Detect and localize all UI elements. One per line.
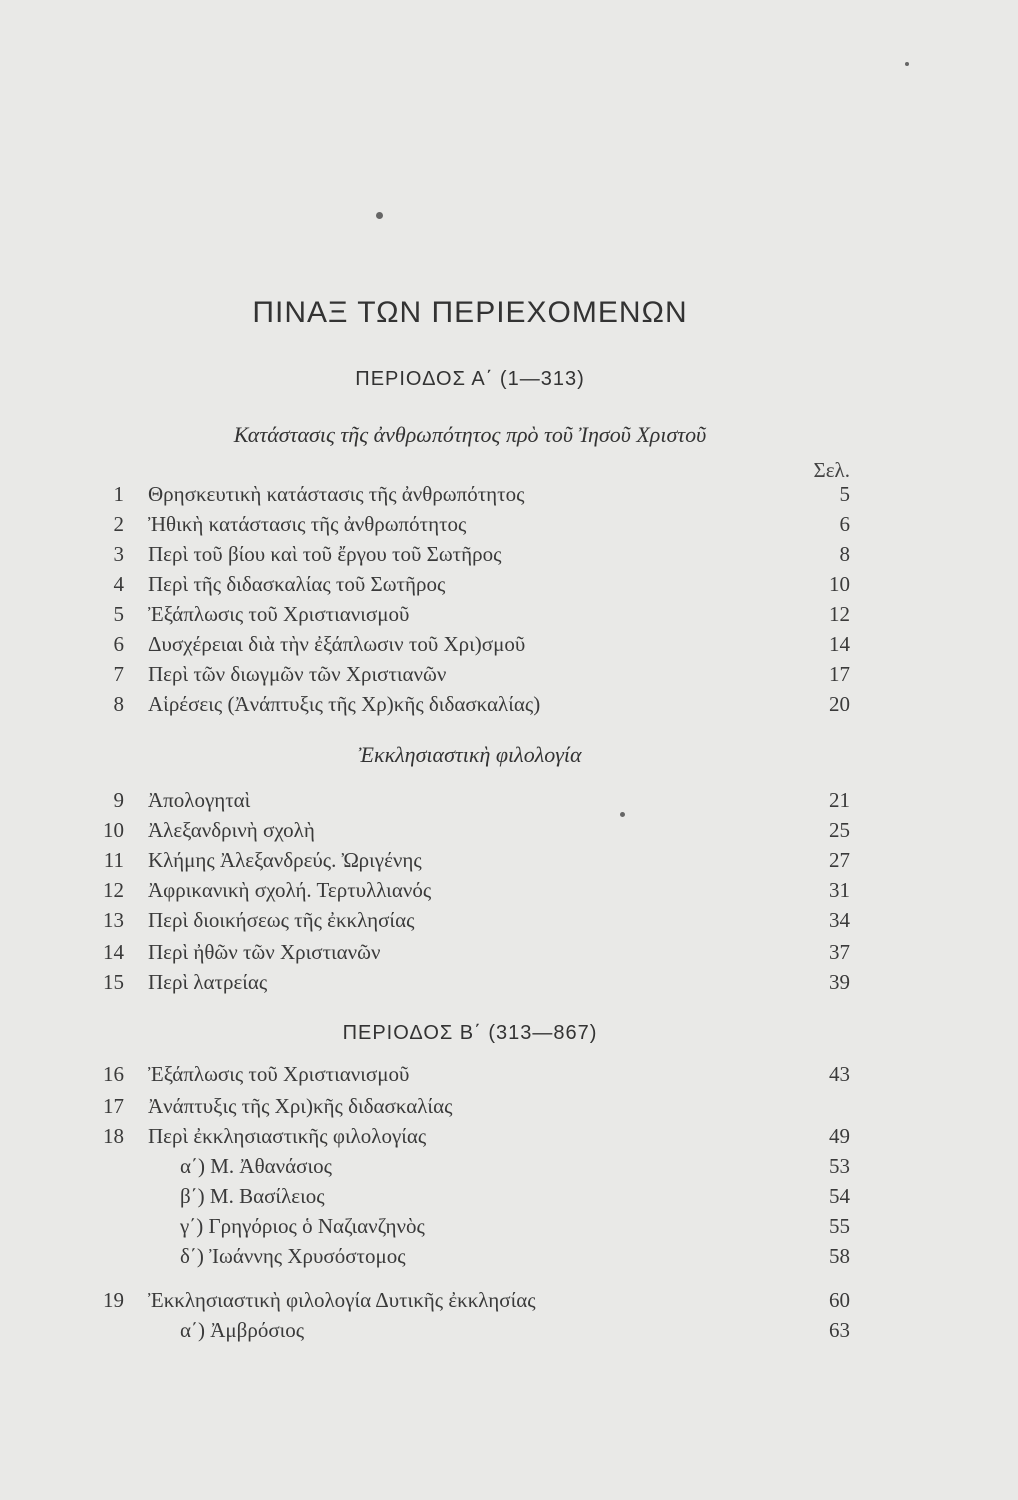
entry-number: 12	[103, 878, 124, 902]
entry-number: 16	[103, 1062, 124, 1086]
toc-entry	[0, 1288, 1018, 1318]
toc-entry	[0, 940, 1018, 970]
entry-title: δ΄) Ἰωάννης Χρυσόστομος	[180, 1244, 406, 1268]
toc-subentry	[0, 1318, 1018, 1348]
entry-page: 55	[829, 1214, 850, 1238]
entry-title: Περὶ τῆς διδασκαλίας τοῦ Σωτῆρος	[148, 572, 446, 596]
section-heading-1: Κατάστασις τῆς ἀνθρωπότητος πρὸ τοῦ Ἰησοῦ Χριστοῦ	[233, 422, 707, 447]
toc-entry	[0, 482, 1018, 512]
toc-entry	[0, 908, 1018, 938]
entry-page: 60	[829, 1288, 850, 1312]
entry-number: 8	[113, 692, 124, 716]
entry-number: 11	[103, 848, 124, 872]
entry-page: 53	[829, 1154, 850, 1178]
entry-title: Θρησκευτικὴ κατάστασις τῆς ἀνθρωπότητος	[148, 482, 525, 506]
entry-number: 5	[113, 602, 124, 626]
entry-title: Περὶ διοικήσεως τῆς ἐκκλησίας	[148, 908, 415, 932]
entry-title: Περὶ τῶν διωγμῶν τῶν Χριστιανῶν	[148, 662, 447, 686]
entry-page: 54	[829, 1184, 850, 1208]
entry-page: 31	[829, 878, 850, 902]
entry-page: 43	[829, 1062, 850, 1086]
section-heading-2: Ἐκκλησιαστικὴ φιλολογία	[358, 742, 582, 767]
toc-subentry	[0, 1244, 1018, 1274]
toc-entry	[0, 1062, 1018, 1092]
scan-speck	[620, 812, 625, 817]
entry-page: 63	[829, 1318, 850, 1342]
toc-entry	[0, 632, 1018, 662]
entry-number: 15	[103, 970, 124, 994]
period-a-heading: ΠΕΡΙΟΔΟΣ Α΄ (1—313)	[355, 368, 585, 390]
entry-number: 13	[103, 908, 124, 932]
entry-title: Περὶ ἐκκλησιαστικῆς φιλολογίας	[148, 1124, 427, 1148]
entry-page: 20	[829, 692, 850, 716]
scan-speck	[376, 212, 383, 219]
entry-title: α΄) Ἀμβρόσιος	[180, 1318, 305, 1342]
entry-title: Περὶ ἠθῶν τῶν Χριστιανῶν	[148, 940, 381, 964]
entry-number: 18	[103, 1124, 124, 1148]
entry-title: β΄) Μ. Βασίλειος	[180, 1184, 325, 1208]
entry-page: 49	[829, 1124, 850, 1148]
entry-title: γ΄) Γρηγόριος ὁ Ναζιανζηνὸς	[180, 1214, 425, 1238]
entry-page: 37	[829, 940, 850, 964]
entry-number: 6	[113, 632, 124, 656]
toc-entry	[0, 970, 1018, 1000]
entry-page: 27	[829, 848, 850, 872]
entry-number: 3	[113, 542, 124, 566]
entry-page: 6	[839, 512, 850, 536]
entry-number: 9	[113, 788, 124, 812]
scan-speck	[905, 62, 909, 66]
entry-title: Αἱρέσεις (Ἀνάπτυξις τῆς Χρ)κῆς διδασκαλίας)	[148, 692, 541, 716]
toc-entry	[0, 542, 1018, 572]
entry-title: α΄) Μ. Ἀθανάσιος	[180, 1154, 332, 1178]
entry-title: Κλήμης Ἀλεξανδρεύς. Ὠριγένης	[148, 848, 422, 872]
toc-entry	[0, 878, 1018, 908]
entry-number: 14	[103, 940, 124, 964]
entry-page: 34	[829, 908, 850, 932]
entry-page: 39	[829, 970, 850, 994]
entry-page: 14	[829, 632, 850, 656]
toc-entry	[0, 602, 1018, 632]
toc-entry	[0, 788, 1018, 818]
toc-entry	[0, 848, 1018, 878]
entry-number: 2	[113, 512, 124, 536]
entry-number: 19	[103, 1288, 124, 1312]
entry-number: 1	[113, 482, 124, 506]
entry-title: Ἐξάπλωσις τοῦ Χριστιανισμοῦ	[148, 1062, 410, 1086]
entry-number: 10	[103, 818, 124, 842]
page-column-header: Σελ.	[813, 458, 850, 482]
entry-title: Περὶ λατρείας	[148, 970, 268, 994]
entry-page: 58	[829, 1244, 850, 1268]
entry-page: 5	[839, 482, 850, 506]
toc-entry	[0, 662, 1018, 692]
period-b-heading: ΠΕΡΙΟΔΟΣ Β΄ (313—867)	[342, 1022, 598, 1044]
toc-entry	[0, 818, 1018, 848]
entry-page: 8	[839, 542, 850, 566]
entry-page: 21	[829, 788, 850, 812]
toc-subentry	[0, 1214, 1018, 1244]
toc-subentry	[0, 1184, 1018, 1214]
entry-title: Ἀφρικανικὴ σχολή. Τερτυλλιανός	[148, 878, 432, 902]
entry-title: Περὶ τοῦ βίου καὶ τοῦ ἔργου τοῦ Σωτῆρος	[148, 542, 502, 566]
toc-entry	[0, 692, 1018, 722]
entry-title: Ἐκκλησιαστικὴ φιλολογία Δυτικῆς ἐκκλησίας	[148, 1288, 536, 1312]
entry-title: Ἠθικὴ κατάστασις τῆς ἀνθρωπότητος	[148, 512, 467, 536]
toc-entry	[0, 572, 1018, 602]
toc-entry	[0, 512, 1018, 542]
page-title: ΠΙΝΑΞ ΤΩΝ ΠΕΡΙΕΧΟΜΕΝΩΝ	[252, 296, 688, 329]
entry-page: 17	[829, 662, 850, 686]
entry-title: Ἀλεξανδρινὴ σχολὴ	[148, 818, 315, 842]
entry-page: 12	[829, 602, 850, 626]
entry-number: 17	[103, 1094, 124, 1118]
entry-page: 10	[829, 572, 850, 596]
entry-title: Ἀπολογηταὶ	[148, 788, 251, 812]
toc-entry	[0, 1124, 1018, 1154]
entry-title: Ἀνάπτυξις τῆς Χρι)κῆς διδασκαλίας	[148, 1094, 453, 1118]
entry-title: Δυσχέρειαι διὰ τὴν ἐξάπλωσιν τοῦ Χρι)σμοῦ	[148, 632, 526, 656]
entry-title: Ἐξάπλωσις τοῦ Χριστιανισμοῦ	[148, 602, 410, 626]
entry-page: 25	[829, 818, 850, 842]
entry-number: 7	[113, 662, 124, 686]
toc-subentry	[0, 1154, 1018, 1184]
toc-entry	[0, 1094, 1018, 1124]
entry-number: 4	[113, 572, 124, 596]
